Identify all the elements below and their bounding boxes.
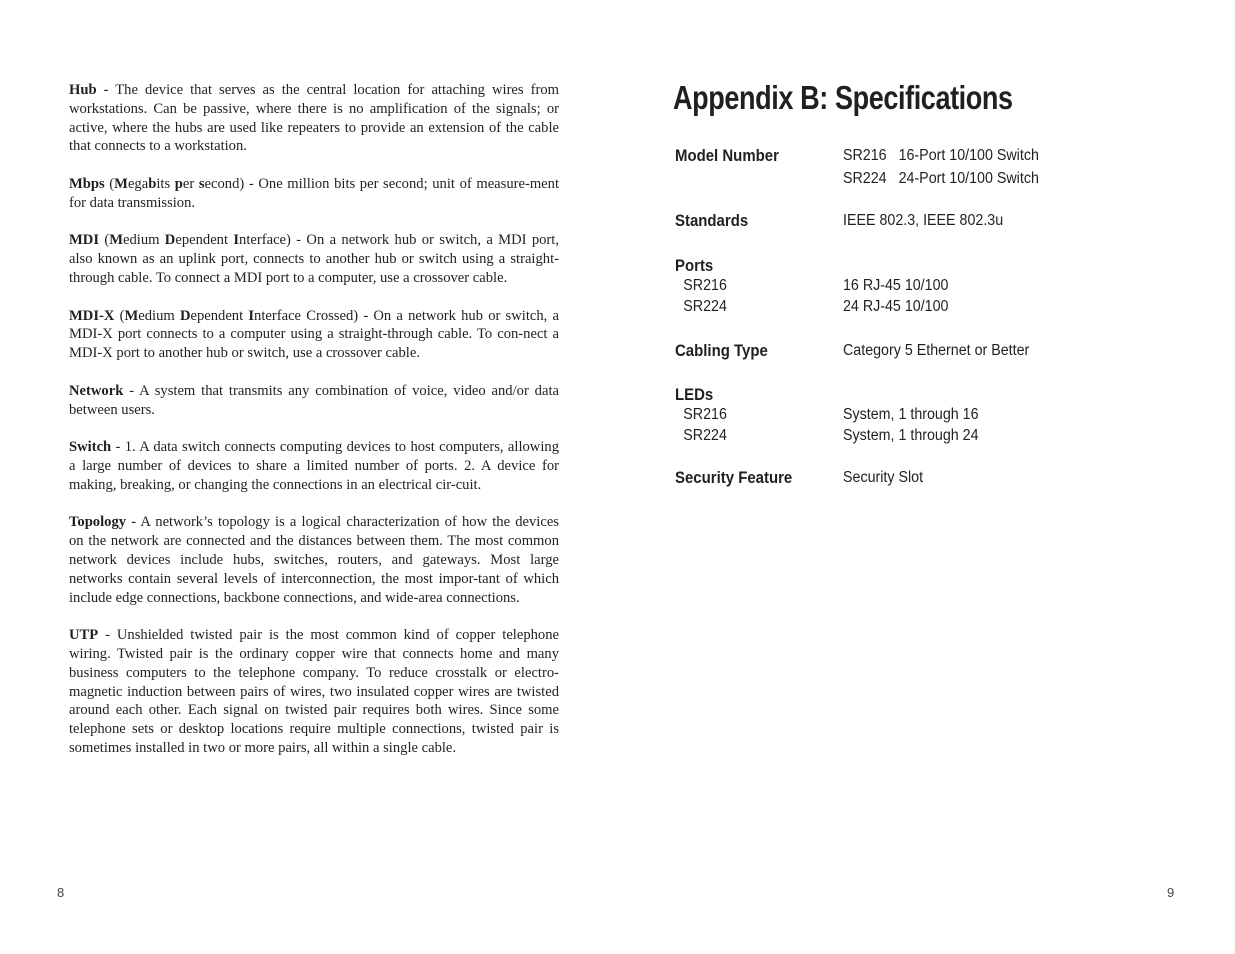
glossary-entry-mdi: MDI (Medium Dependent Interface) - On a network hub or switch, a MDI port, also known as an uplink port, connects to another hub or switch using a straight-through cable. To connect a MDI port to a computer, use a crossover cable. [69,232,559,286]
glossary-definition: - The device that serves as the central location for attaching wires from workstations. Can be passive, where there is no amplification of the signals; or active, where the hubs are used like repeaters to provide an extension of the cable that connects to a workstation. [69,82,559,155]
spec-value: 16 RJ-45 10/100 [843,277,949,294]
glossary-entry-hub [69,81,559,156]
acronym-letter: s [198,175,205,192]
spec-row-cabling-type [675,341,1195,362]
glossary-definition: - On a network hub or switch, a MDI-X port connects to a computer using a straight-through cable. To con-nect a MDI-X port to another hub or switch, use a crossover cable. [69,307,559,362]
spec-row-security-feature [675,468,1195,489]
spec-subrow [675,426,1195,447]
acronym-text: nterface Crossed [254,307,354,324]
spec-value: Category 5 Ethernet or Better [843,342,1030,359]
acronym-text: ependent [175,232,234,249]
specifications-table [675,146,1195,489]
spec-row-ports [675,256,1195,277]
spec-value: System, 1 through 16 [843,406,979,423]
model-code: SR224 [843,169,887,187]
page-number: 9 [1167,885,1175,900]
acronym-letter: M [124,307,139,324]
acronym-letter: M [109,232,123,249]
spec-model: SR216 [683,277,727,294]
glossary-term: Mbps [69,175,105,192]
glossary-entry-switch [69,438,559,494]
glossary-term: Hub [69,82,97,98]
spec-subrow [675,276,1195,297]
model-description: 24-Port 10/100 Switch [898,169,1039,187]
spec-label: Cabling Type [675,341,768,360]
spec-label: Model Number [675,146,779,165]
acronym-letter: I [233,232,240,249]
acronym-text: ega [127,175,149,192]
acronym-text: ependent [190,307,249,324]
model-code: SR216 [843,147,887,164]
spec-values [843,146,1056,189]
glossary-definition: - 1. A data switch connects computing devices to host computers, allowing a large number of devices to share a limited number of ports. 2. A device for making, breaking, or changing the connections in an electrical cir-cuit. [69,439,559,493]
model-line [843,146,1039,167]
spec-subrow [675,297,1195,318]
spec-row-standards [675,211,1195,232]
glossary-entry-topology [69,513,559,607]
acronym-text: edium [122,232,165,249]
model-description: 16-Port 10/100 Switch [898,147,1039,164]
page-title: Appendix B: Specifications [673,79,1013,116]
spec-row-model-number [675,146,1195,189]
spec-row-leds [675,385,1195,406]
glossary-entry-network [69,382,559,420]
page-number: 8 [57,885,65,900]
glossary-term: UTP [69,627,99,644]
acronym-letter: D [164,232,176,249]
acronym-letter: D [179,307,191,324]
glossary-definition: - A network’s topology is a logical characterization of how the devices on the network are connected and the distances between them. The most common network devices include hubs, switches, routers, and gateways. Most large networks contain several levels of interconnection, the most impor-tant of which include edge connections, backbone connections, and wide-area connections. [69,514,559,606]
glossary [69,81,559,776]
spec-subrow [675,405,1195,426]
model-line [843,169,1039,190]
acronym-text: er [182,175,199,192]
glossary-entry-mbps: Mbps (Megabits per second) - One million bits per second; unit of measure-ment for data transmission. [69,175,560,211]
spec-model: SR216 [683,406,727,423]
spec-label: LEDs [675,384,714,404]
glossary-definition: - A system that transmits any combination of voice, video and/or data between users. [69,382,559,418]
acronym-letter: I [248,307,255,324]
acronym-letter: p [174,175,183,192]
spec-value: IEEE 802.3, IEEE 802.3u [843,212,1004,229]
glossary-definition: - On a network hub or switch, a MDI port, also known as an uplink port, connects to another hub or switch using a straight-through cable. To connect a MDI port to a computer, use a crossover cable. [69,232,559,286]
glossary-entry-utp [69,626,559,758]
acronym-text: edium [138,307,180,324]
glossary-term: MDI [69,232,99,249]
acronym-letter: b [148,175,157,192]
acronym-text: econd [204,175,240,192]
right-page [617,0,1235,954]
glossary-definition: - Unshielded twisted pair is the most common kind of copper telephone wiring. Twisted pair is the ordinary copper wire that connects home and many business computers to the telephone company. To reduce crosstalk or electro-magnetic induction between pairs of wires, two insulated copper wires are twisted around each other. Each signal on twisted pair requires both wires. Since some telephone sets or desktop locations require multiple connections, twisted pair is sometimes installed in two or more pairs, all within a single cable. [69,627,559,756]
glossary-term: MDI-X [69,307,115,324]
spec-label: Standards [675,211,749,230]
spec-label: Ports [675,255,714,275]
spec-label: Security Feature [675,468,793,487]
spec-model: SR224 [683,426,727,444]
spec-value: Security Slot [843,469,924,486]
glossary-definition: - One million bits per second; unit of measure-ment for data transmission. [69,175,560,211]
spec-value: System, 1 through 24 [843,426,979,444]
glossary-term: Network [69,382,124,399]
left-page [0,0,617,954]
spec-model: SR224 [683,297,727,315]
glossary-term: Topology [69,514,127,531]
glossary-entry-mdi-x: MDI-X (Medium Dependent Interface Crossed) - On a network hub or switch, a MDI-X port connects to a computer using a straight-through cable. To con-nect a MDI-X port to another hub or switch, use a crossover cable. [69,307,559,362]
acronym-text: nterface [239,232,287,249]
glossary-term: Switch [69,439,112,456]
acronym-text: its [156,175,175,192]
acronym-letter: M [114,175,128,192]
spec-value: 24 RJ-45 10/100 [843,297,949,315]
